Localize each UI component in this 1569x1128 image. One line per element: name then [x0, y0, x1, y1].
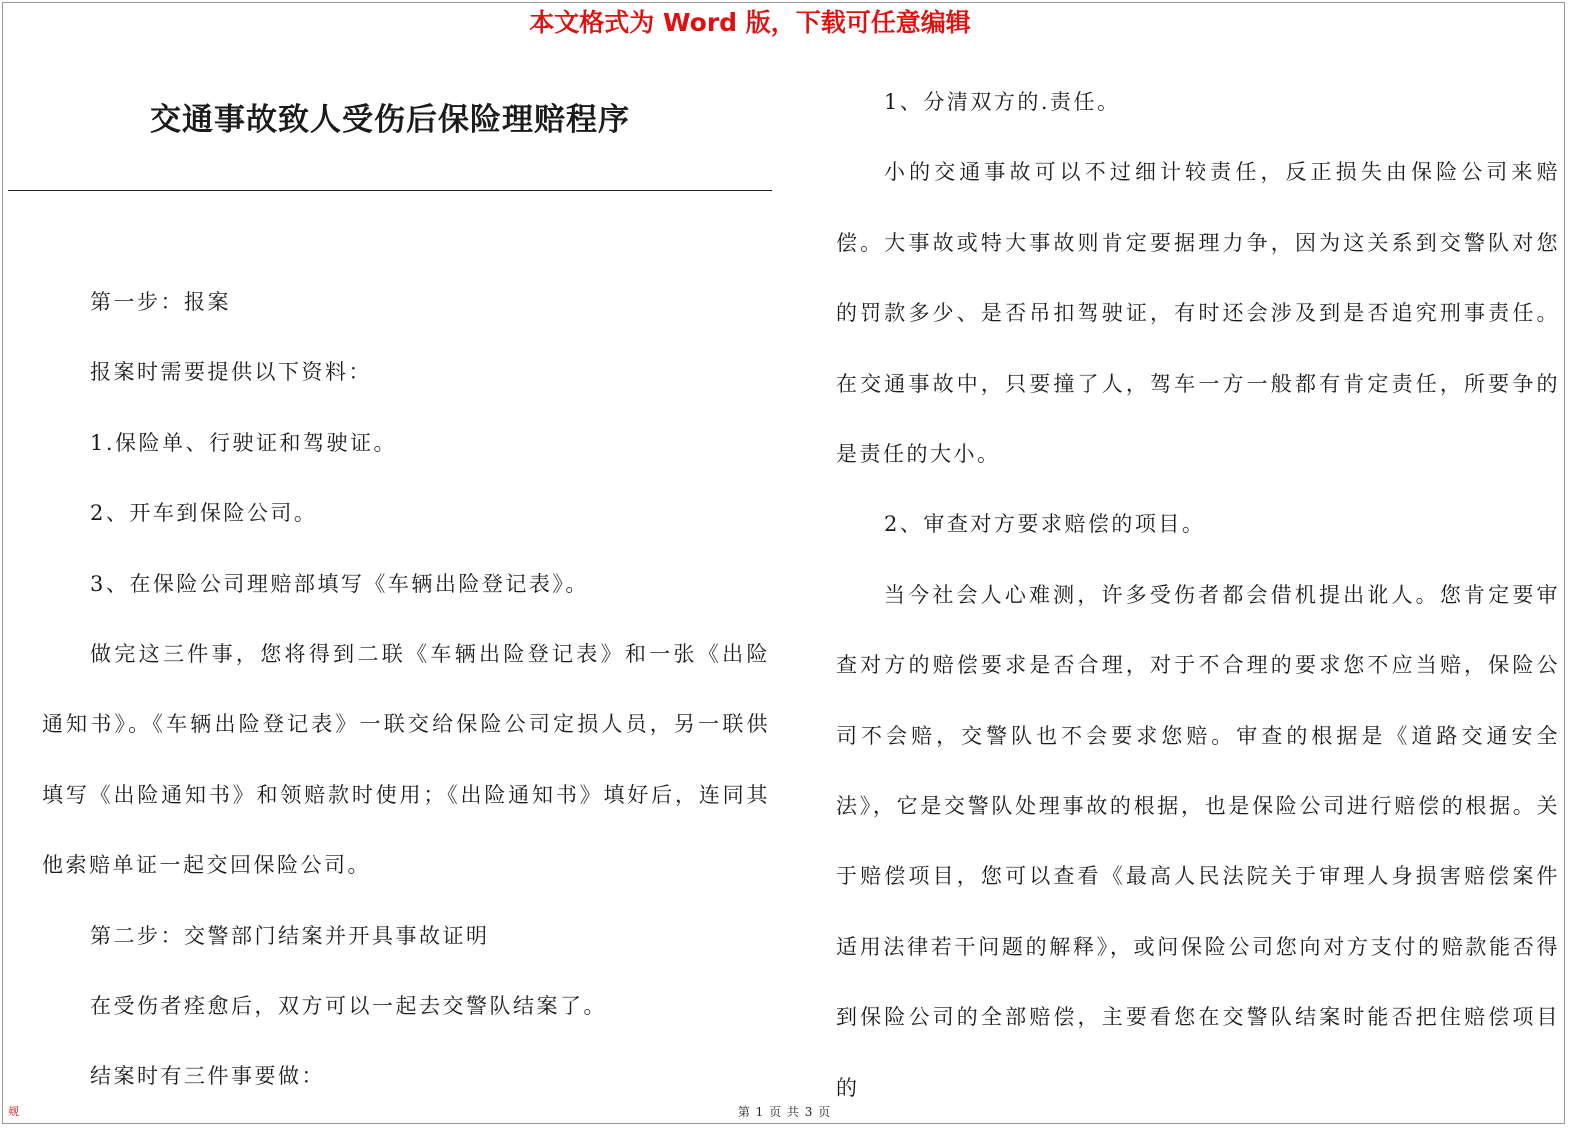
left-column — [42, 267, 770, 1112]
right-column — [836, 67, 1560, 1123]
paragraph: 报案时需要提供以下资料： — [90, 360, 372, 385]
paragraph: 小的交通事故可以不过细计较责任，反正损失由保险公司来赔偿。大事故或特大事故则肯定要据理力争，因为这关系到交警队对您的罚款多少、是否吊扣驾驶证，有时还会涉及到是否追究刑事责任。在交通事故中，只要撞了人，驾车一方一般都有肯定责任，所要争的是责任的大小。 — [836, 160, 1560, 467]
word-format-banner: 本文格式为 Word 版，下载可任意编辑 — [529, 8, 971, 37]
paragraph: 在受伤者痊愈后，双方可以一起去交警队结案了。 — [90, 994, 607, 1019]
corner-mark: 觌 — [8, 1105, 19, 1118]
title-divider — [8, 190, 772, 191]
paragraph: 1.保险单、行驶证和驾驶证。 — [90, 430, 398, 455]
paragraph: 第二步：交警部门结案并开具事故证明 — [90, 923, 490, 948]
paragraph: 2、审查对方要求赔偿的项目。 — [884, 512, 1206, 537]
document-title: 交通事故致人受伤后保险理赔程序 — [150, 102, 630, 138]
paragraph: 第一步：报案 — [90, 290, 231, 314]
paragraph: 结案时有三件事要做： — [90, 1064, 325, 1089]
paragraph: 3、在保险公司理赔部填写《车辆出险登记表》。 — [90, 571, 589, 596]
page-number-footer: 第 1 页 共 3 页 — [737, 1105, 832, 1119]
paragraph: 2、开车到保险公司。 — [90, 501, 318, 526]
paragraph: 当今社会人心难测，许多受伤者都会借机提出讹人。您肯定要审查对方的赔偿要求是否合理，对于不合理的要求您不应当赔，保险公司不会赔，交警队也不会要求您赔。审查的根据是《道路交通安全法》，它是交警队处理事故的根据，也是保险公司进行赔偿的根据。关于赔偿项目，您可以查看《最高人民法院关于审理人身损害赔偿案件适用法律若干问题的解释》，或问保险公司您向对方支付的赔款能否得到保险公司的全部赔偿，主要看您在交警队结案时能否把住赔偿项目的 — [836, 582, 1560, 1100]
paragraph: 做完这三件事，您将得到二联《车辆出险登记表》和一张《出险通知书》。《车辆出险登记表》一联交给保险公司定损人员，另一联供填写《出险通知书》和领赔款时使用；《出险通知书》填好后，连同其他索赔单证一起交回保险公司。 — [42, 642, 770, 878]
paragraph: 1、分清双方的.责任。 — [884, 90, 1121, 114]
